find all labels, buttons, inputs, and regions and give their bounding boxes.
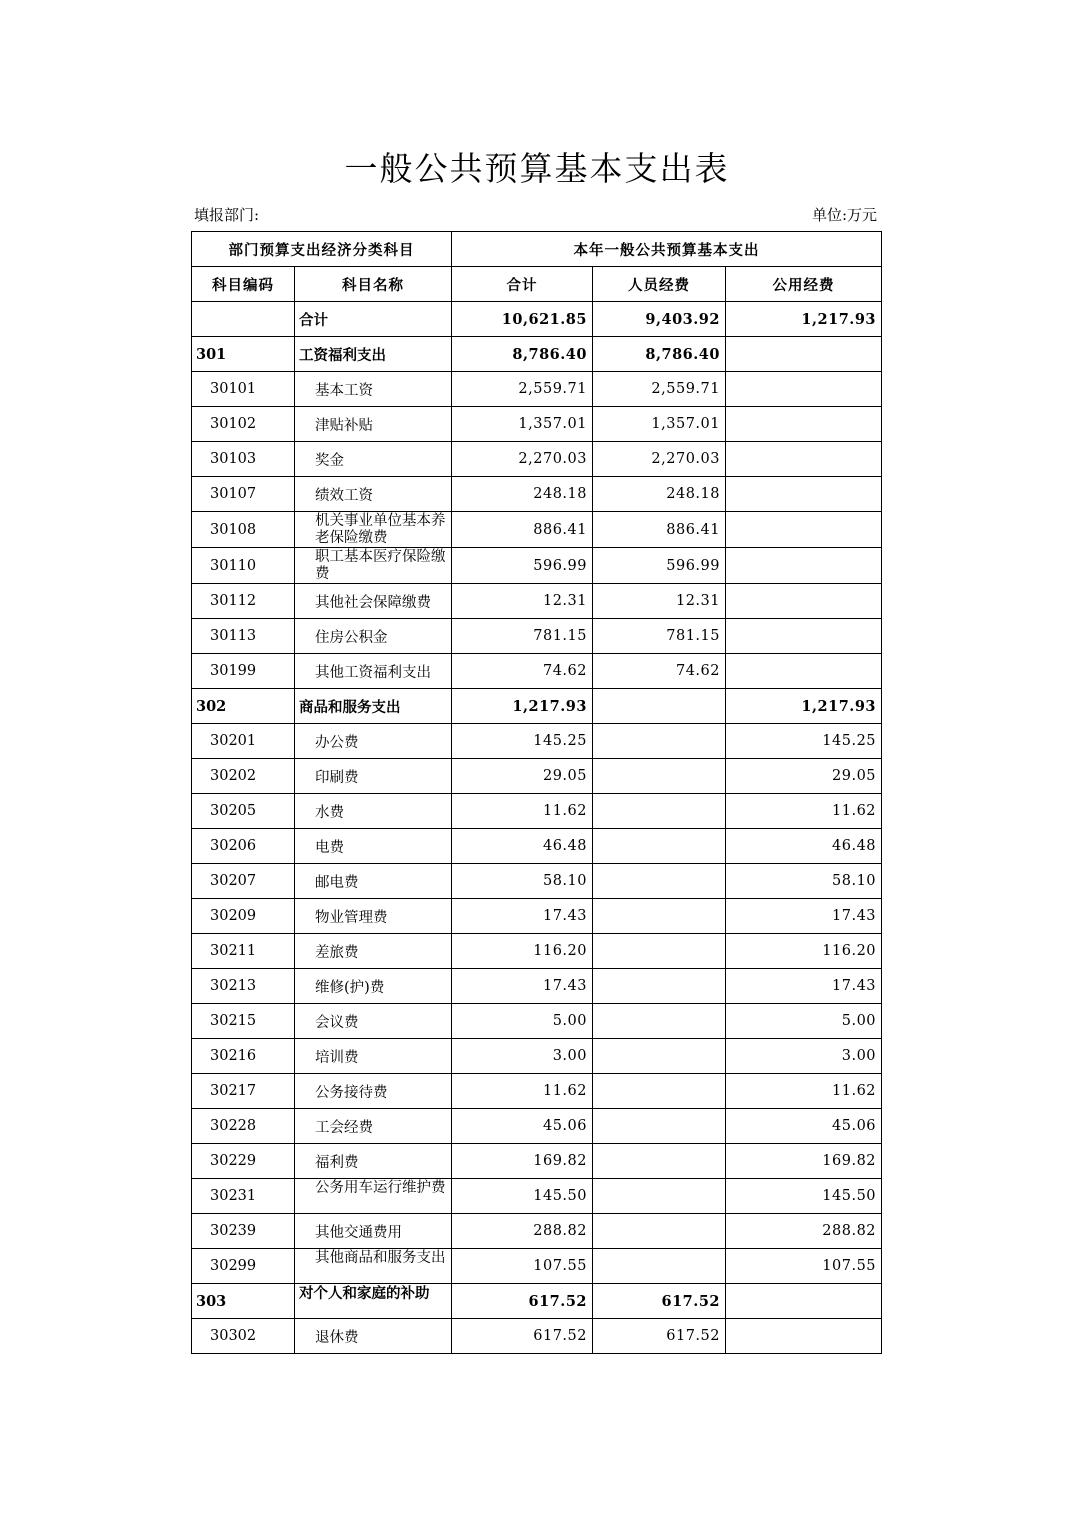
- row-code-cell: 303: [192, 1284, 295, 1319]
- row-code-cell: 30299: [192, 1249, 295, 1284]
- row-name-cell: 对个人和家庭的补助: [295, 1284, 452, 1319]
- row-code-cell: 30213: [192, 969, 295, 1004]
- row-name-cell: 邮电费: [295, 864, 452, 899]
- row-code-cell: 30205: [192, 794, 295, 829]
- table-row: [192, 1144, 882, 1179]
- row-total-cell: 45.06: [452, 1109, 593, 1144]
- row-total-cell: 17.43: [452, 969, 593, 1004]
- row-name-cell: 基本工资: [295, 372, 452, 407]
- row-total-cell: 17.43: [452, 899, 593, 934]
- row-public-cell: 145.25: [726, 724, 882, 759]
- row-name-cell: 物业管理费: [295, 899, 452, 934]
- table-row: [192, 407, 882, 442]
- row-public-cell: [726, 512, 882, 548]
- row-code-cell: 302: [192, 689, 295, 724]
- row-code-cell: 30107: [192, 477, 295, 512]
- row-personnel-cell: 2,270.03: [593, 442, 726, 477]
- table-row: [192, 619, 882, 654]
- table-column-header-row: [192, 267, 882, 302]
- table-total-row: [192, 302, 882, 337]
- row-public-cell: [726, 407, 882, 442]
- row-public-cell: 288.82: [726, 1214, 882, 1249]
- column-header-personnel: 人员经费: [593, 267, 726, 302]
- row-personnel-cell: [593, 1249, 726, 1284]
- row-personnel-cell: [593, 899, 726, 934]
- row-name-cell: 差旅费: [295, 934, 452, 969]
- row-name-cell: 其他交通费用: [295, 1214, 452, 1249]
- row-public-cell: 17.43: [726, 969, 882, 1004]
- row-personnel-cell: 12.31: [593, 584, 726, 619]
- row-total-cell: 12.31: [452, 584, 593, 619]
- table-row: [192, 899, 882, 934]
- table-row: [192, 934, 882, 969]
- unit-label: 单位:万元: [811, 206, 877, 224]
- row-public-cell: 107.55: [726, 1249, 882, 1284]
- row-name-cell: 合计: [295, 302, 452, 337]
- row-public-cell: 1,217.93: [726, 302, 882, 337]
- row-public-cell: [726, 548, 882, 584]
- row-public-cell: [726, 1319, 882, 1354]
- row-code-cell: 30217: [192, 1074, 295, 1109]
- row-name-cell: 公务接待费: [295, 1074, 452, 1109]
- budget-table: [191, 231, 882, 1354]
- row-name-cell: 职工基本医疗保险缴费: [295, 548, 452, 584]
- row-name-cell: 津贴补贴: [295, 407, 452, 442]
- row-name-cell: 办公费: [295, 724, 452, 759]
- row-name-cell: 公务用车运行维护费: [295, 1179, 452, 1214]
- row-personnel-cell: [593, 864, 726, 899]
- row-total-cell: 145.25: [452, 724, 593, 759]
- row-name-cell: 奖金: [295, 442, 452, 477]
- row-personnel-cell: 617.52: [593, 1319, 726, 1354]
- row-total-cell: 2,270.03: [452, 442, 593, 477]
- table-row: [192, 1319, 882, 1354]
- table-row: [192, 654, 882, 689]
- row-public-cell: [726, 442, 882, 477]
- row-public-cell: [726, 584, 882, 619]
- row-name-cell: 机关事业单位基本养老保险缴费: [295, 512, 452, 548]
- row-public-cell: 11.62: [726, 1074, 882, 1109]
- row-total-cell: 8,786.40: [452, 337, 593, 372]
- row-personnel-cell: 74.62: [593, 654, 726, 689]
- row-total-cell: 74.62: [452, 654, 593, 689]
- row-name-cell: 会议费: [295, 1004, 452, 1039]
- row-personnel-cell: 617.52: [593, 1284, 726, 1319]
- table-row: [192, 759, 882, 794]
- column-header-public: 公用经费: [726, 267, 882, 302]
- table-row: [192, 1039, 882, 1074]
- row-code-cell: 30239: [192, 1214, 295, 1249]
- table-row: [192, 864, 882, 899]
- row-code-cell: 30211: [192, 934, 295, 969]
- column-header-total: 合计: [452, 267, 593, 302]
- row-personnel-cell: [593, 1179, 726, 1214]
- row-name-cell: 维修(护)费: [295, 969, 452, 1004]
- row-name-cell: 绩效工资: [295, 477, 452, 512]
- row-name-cell: 水费: [295, 794, 452, 829]
- table-row: [192, 477, 882, 512]
- row-total-cell: 107.55: [452, 1249, 593, 1284]
- row-total-cell: 3.00: [452, 1039, 593, 1074]
- table-row: [192, 829, 882, 864]
- row-total-cell: 886.41: [452, 512, 593, 548]
- row-personnel-cell: 1,357.01: [593, 407, 726, 442]
- row-total-cell: 145.50: [452, 1179, 593, 1214]
- row-code-cell: 30302: [192, 1319, 295, 1354]
- row-public-cell: [726, 654, 882, 689]
- row-public-cell: 5.00: [726, 1004, 882, 1039]
- row-public-cell: 145.50: [726, 1179, 882, 1214]
- row-name-cell: 其他社会保障缴费: [295, 584, 452, 619]
- row-code-cell: 30215: [192, 1004, 295, 1039]
- row-total-cell: 288.82: [452, 1214, 593, 1249]
- row-code-cell: 30199: [192, 654, 295, 689]
- row-code-cell: 30112: [192, 584, 295, 619]
- row-name-cell: 工会经费: [295, 1109, 452, 1144]
- row-total-cell: 46.48: [452, 829, 593, 864]
- table-row: [192, 794, 882, 829]
- table-row: [192, 372, 882, 407]
- row-public-cell: 116.20: [726, 934, 882, 969]
- row-public-cell: [726, 1284, 882, 1319]
- row-name-cell: 其他工资福利支出: [295, 654, 452, 689]
- row-personnel-cell: 248.18: [593, 477, 726, 512]
- row-public-cell: 3.00: [726, 1039, 882, 1074]
- row-code-cell: 30216: [192, 1039, 295, 1074]
- row-code-cell: 30108: [192, 512, 295, 548]
- row-name-cell: 商品和服务支出: [295, 689, 452, 724]
- row-total-cell: 248.18: [452, 477, 593, 512]
- column-header-code: 科目编码: [192, 267, 295, 302]
- table-group-row: [192, 1284, 882, 1319]
- row-total-cell: 781.15: [452, 619, 593, 654]
- row-code-cell: 30113: [192, 619, 295, 654]
- row-code-cell: 30110: [192, 548, 295, 584]
- row-personnel-cell: 9,403.92: [593, 302, 726, 337]
- row-personnel-cell: 8,786.40: [593, 337, 726, 372]
- row-personnel-cell: [593, 969, 726, 1004]
- column-header-name: 科目名称: [295, 267, 452, 302]
- row-code-cell: [192, 302, 295, 337]
- row-total-cell: 596.99: [452, 548, 593, 584]
- row-public-cell: 29.05: [726, 759, 882, 794]
- row-code-cell: 301: [192, 337, 295, 372]
- row-personnel-cell: [593, 759, 726, 794]
- row-name-cell: 印刷费: [295, 759, 452, 794]
- group-header-budget: 本年一般公共预算基本支出: [452, 232, 882, 267]
- row-personnel-cell: [593, 794, 726, 829]
- row-code-cell: 30228: [192, 1109, 295, 1144]
- row-public-cell: 11.62: [726, 794, 882, 829]
- row-code-cell: 30209: [192, 899, 295, 934]
- row-name-cell: 退休费: [295, 1319, 452, 1354]
- table-group-header-row: [192, 232, 882, 267]
- row-name-cell: 电费: [295, 829, 452, 864]
- row-personnel-cell: [593, 1074, 726, 1109]
- row-public-cell: 1,217.93: [726, 689, 882, 724]
- row-total-cell: 11.62: [452, 1074, 593, 1109]
- group-header-classification: 部门预算支出经济分类科目: [192, 232, 452, 267]
- row-name-cell: 培训费: [295, 1039, 452, 1074]
- row-personnel-cell: [593, 934, 726, 969]
- row-name-cell: 住房公积金: [295, 619, 452, 654]
- row-public-cell: 46.48: [726, 829, 882, 864]
- row-personnel-cell: [593, 1214, 726, 1249]
- row-code-cell: 30206: [192, 829, 295, 864]
- row-personnel-cell: [593, 724, 726, 759]
- table-group-row: [192, 337, 882, 372]
- row-personnel-cell: [593, 1004, 726, 1039]
- row-total-cell: 617.52: [452, 1319, 593, 1354]
- page-title: 一般公共预算基本支出表: [344, 149, 730, 188]
- row-code-cell: 30229: [192, 1144, 295, 1179]
- row-personnel-cell: 886.41: [593, 512, 726, 548]
- row-name-cell: 工资福利支出: [295, 337, 452, 372]
- row-code-cell: 30101: [192, 372, 295, 407]
- table-row: [192, 969, 882, 1004]
- row-total-cell: 29.05: [452, 759, 593, 794]
- row-code-cell: 30102: [192, 407, 295, 442]
- row-total-cell: 58.10: [452, 864, 593, 899]
- row-personnel-cell: [593, 689, 726, 724]
- row-code-cell: 30201: [192, 724, 295, 759]
- table-row: [192, 584, 882, 619]
- row-total-cell: 1,217.93: [452, 689, 593, 724]
- row-personnel-cell: [593, 829, 726, 864]
- row-total-cell: 10,621.85: [452, 302, 593, 337]
- table-row: [192, 724, 882, 759]
- row-personnel-cell: [593, 1109, 726, 1144]
- table-row: [192, 1249, 882, 1284]
- row-total-cell: 116.20: [452, 934, 593, 969]
- row-total-cell: 1,357.01: [452, 407, 593, 442]
- row-total-cell: 2,559.71: [452, 372, 593, 407]
- row-total-cell: 5.00: [452, 1004, 593, 1039]
- row-personnel-cell: 781.15: [593, 619, 726, 654]
- row-public-cell: 169.82: [726, 1144, 882, 1179]
- row-public-cell: [726, 477, 882, 512]
- table-row: [192, 442, 882, 477]
- table-row: [192, 548, 882, 584]
- row-code-cell: 30103: [192, 442, 295, 477]
- row-public-cell: 58.10: [726, 864, 882, 899]
- table-row: [192, 1214, 882, 1249]
- row-total-cell: 169.82: [452, 1144, 593, 1179]
- row-public-cell: [726, 372, 882, 407]
- table-row: [192, 1179, 882, 1214]
- row-public-cell: [726, 619, 882, 654]
- row-personnel-cell: 596.99: [593, 548, 726, 584]
- row-personnel-cell: 2,559.71: [593, 372, 726, 407]
- row-name-cell: 其他商品和服务支出: [295, 1249, 452, 1284]
- table-body: [192, 302, 882, 1354]
- row-personnel-cell: [593, 1039, 726, 1074]
- row-public-cell: 17.43: [726, 899, 882, 934]
- row-public-cell: 45.06: [726, 1109, 882, 1144]
- row-total-cell: 617.52: [452, 1284, 593, 1319]
- table-row: [192, 512, 882, 548]
- reporting-department-label: 填报部门:: [194, 206, 260, 224]
- table-group-row: [192, 689, 882, 724]
- row-total-cell: 11.62: [452, 794, 593, 829]
- row-name-cell: 福利费: [295, 1144, 452, 1179]
- table-row: [192, 1004, 882, 1039]
- table-row: [192, 1109, 882, 1144]
- row-personnel-cell: [593, 1144, 726, 1179]
- row-code-cell: 30231: [192, 1179, 295, 1214]
- row-code-cell: 30202: [192, 759, 295, 794]
- row-public-cell: [726, 337, 882, 372]
- table-row: [192, 1074, 882, 1109]
- row-code-cell: 30207: [192, 864, 295, 899]
